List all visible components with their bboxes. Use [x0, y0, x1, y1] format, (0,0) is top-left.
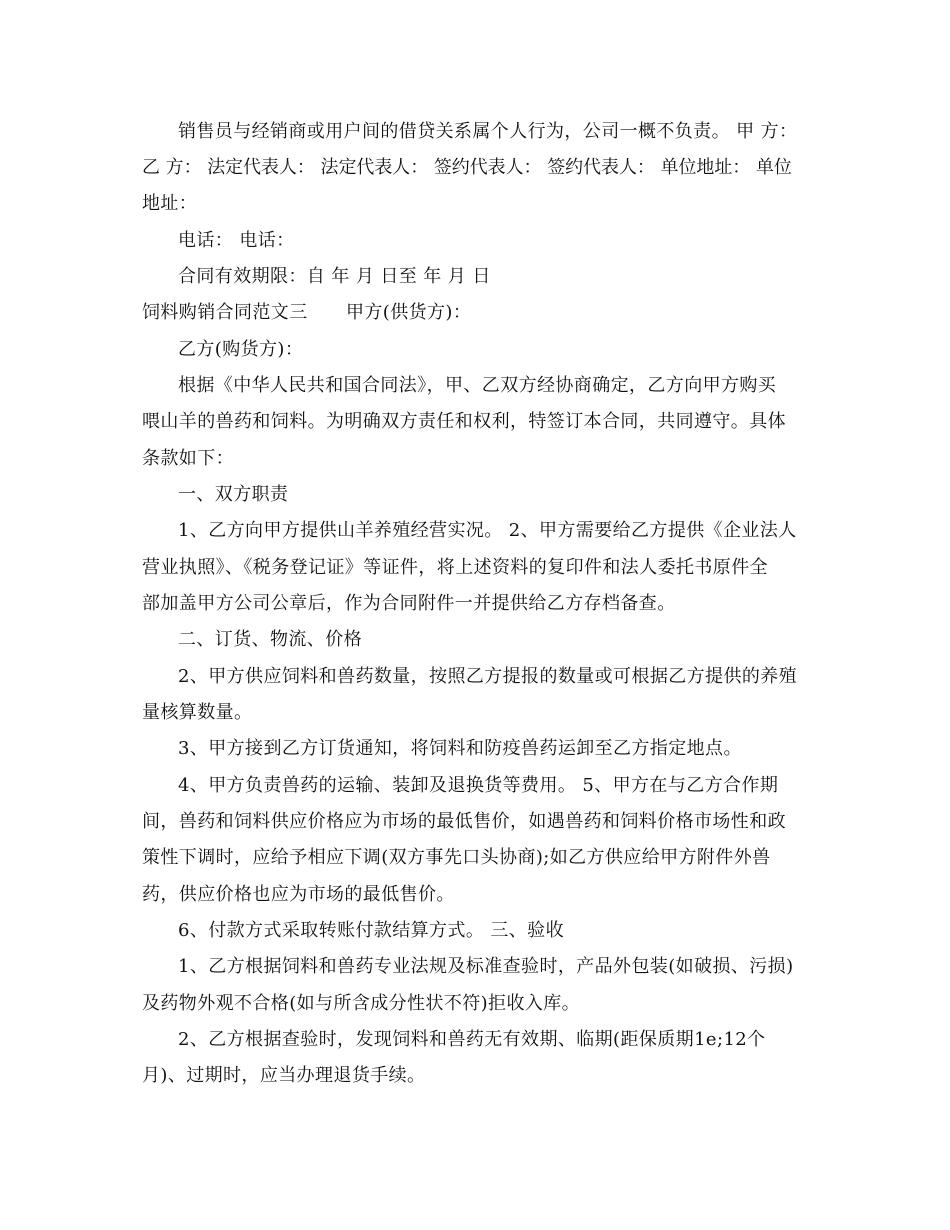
text-line: 6、付款方式采取转账付款结算方式。 三、验收 [178, 920, 564, 941]
text-line: 地址： [142, 193, 198, 214]
text-line: 合同有效期限：自 年 月 日至 年 月 日 [178, 266, 491, 287]
text-line: 销售员与经销商或用户间的借贷关系属个人行为，公司一概不负责。 甲 方： [178, 121, 798, 142]
text-line: 量核算数量。 [142, 702, 253, 723]
text-line: 及药物外观不合格(如与所含成分性状不符)拒收入库。 [142, 993, 581, 1014]
text-line: 1、乙方向甲方提供山羊养殖经营实况。 2、甲方需要给乙方提供《企业法人 [178, 520, 797, 541]
section-title: 饲料购销合同范文三 [142, 302, 308, 323]
text-line: 月)、过期时，应当办理退货手续。 [142, 1065, 426, 1086]
section-heading: 一、双方职责 [178, 484, 289, 505]
text-line: 甲方(供货方)： [346, 302, 472, 323]
text-line: 电话： 电话： [178, 230, 295, 251]
text-line: 2、乙方根据查验时，发现饲料和兽药无有效期、临期(距保质期1e;12个 [178, 1029, 766, 1050]
text-line: 乙方(购货方)： [178, 339, 304, 360]
text-line: 营业执照》、《税务登记证》等证件，将上述资料的复印件和法人委托书原件全 [142, 557, 768, 578]
text-line: 乙 方： 法定代表人： 法定代表人： 签约代表人： 签约代表人： 单位地址： 单位 [142, 157, 792, 178]
text-line: 3、甲方接到乙方订货通知，将饲料和防疫兽药运卸至乙方指定地点。 [178, 738, 742, 759]
text-line: 条款如下： [142, 448, 234, 469]
text-line: 4、甲方负责兽药的运输、装卸及退换货等费用。 5、甲方在与乙方合作期 [178, 775, 779, 796]
text-line: 根据《中华人民共和国合同法》，甲、乙双方经协商确定，乙方向甲方购买 [178, 375, 777, 396]
text-line: 1、乙方根据饲料和兽药专业法规及标准查验时，产品外包装(如破损、污损) [178, 956, 794, 977]
text-line: 喂山羊的兽药和饲料。为明确双方责任和权利，特签订本合同，共同遵守。具体 [142, 411, 786, 432]
text-line: 2、甲方供应饲料和兽药数量，按照乙方提报的数量或可根据乙方提供的养殖 [178, 666, 798, 687]
section-heading: 二、订货、物流、价格 [178, 629, 362, 650]
text-line: 部加盖甲方公司公章后，作为合同附件一并提供给乙方存档备查。 [142, 593, 676, 614]
text-line: 间，兽药和饲料供应价格应为市场的最低售价，如遇兽药和饲料价格市场性和政 [142, 811, 786, 832]
text-line: 策性下调时，应给予相应下调(双方事先口头协商);如乙方供应给甲方附件外兽 [142, 847, 771, 868]
text-line: 药，供应价格也应为市场的最低售价。 [142, 884, 455, 905]
